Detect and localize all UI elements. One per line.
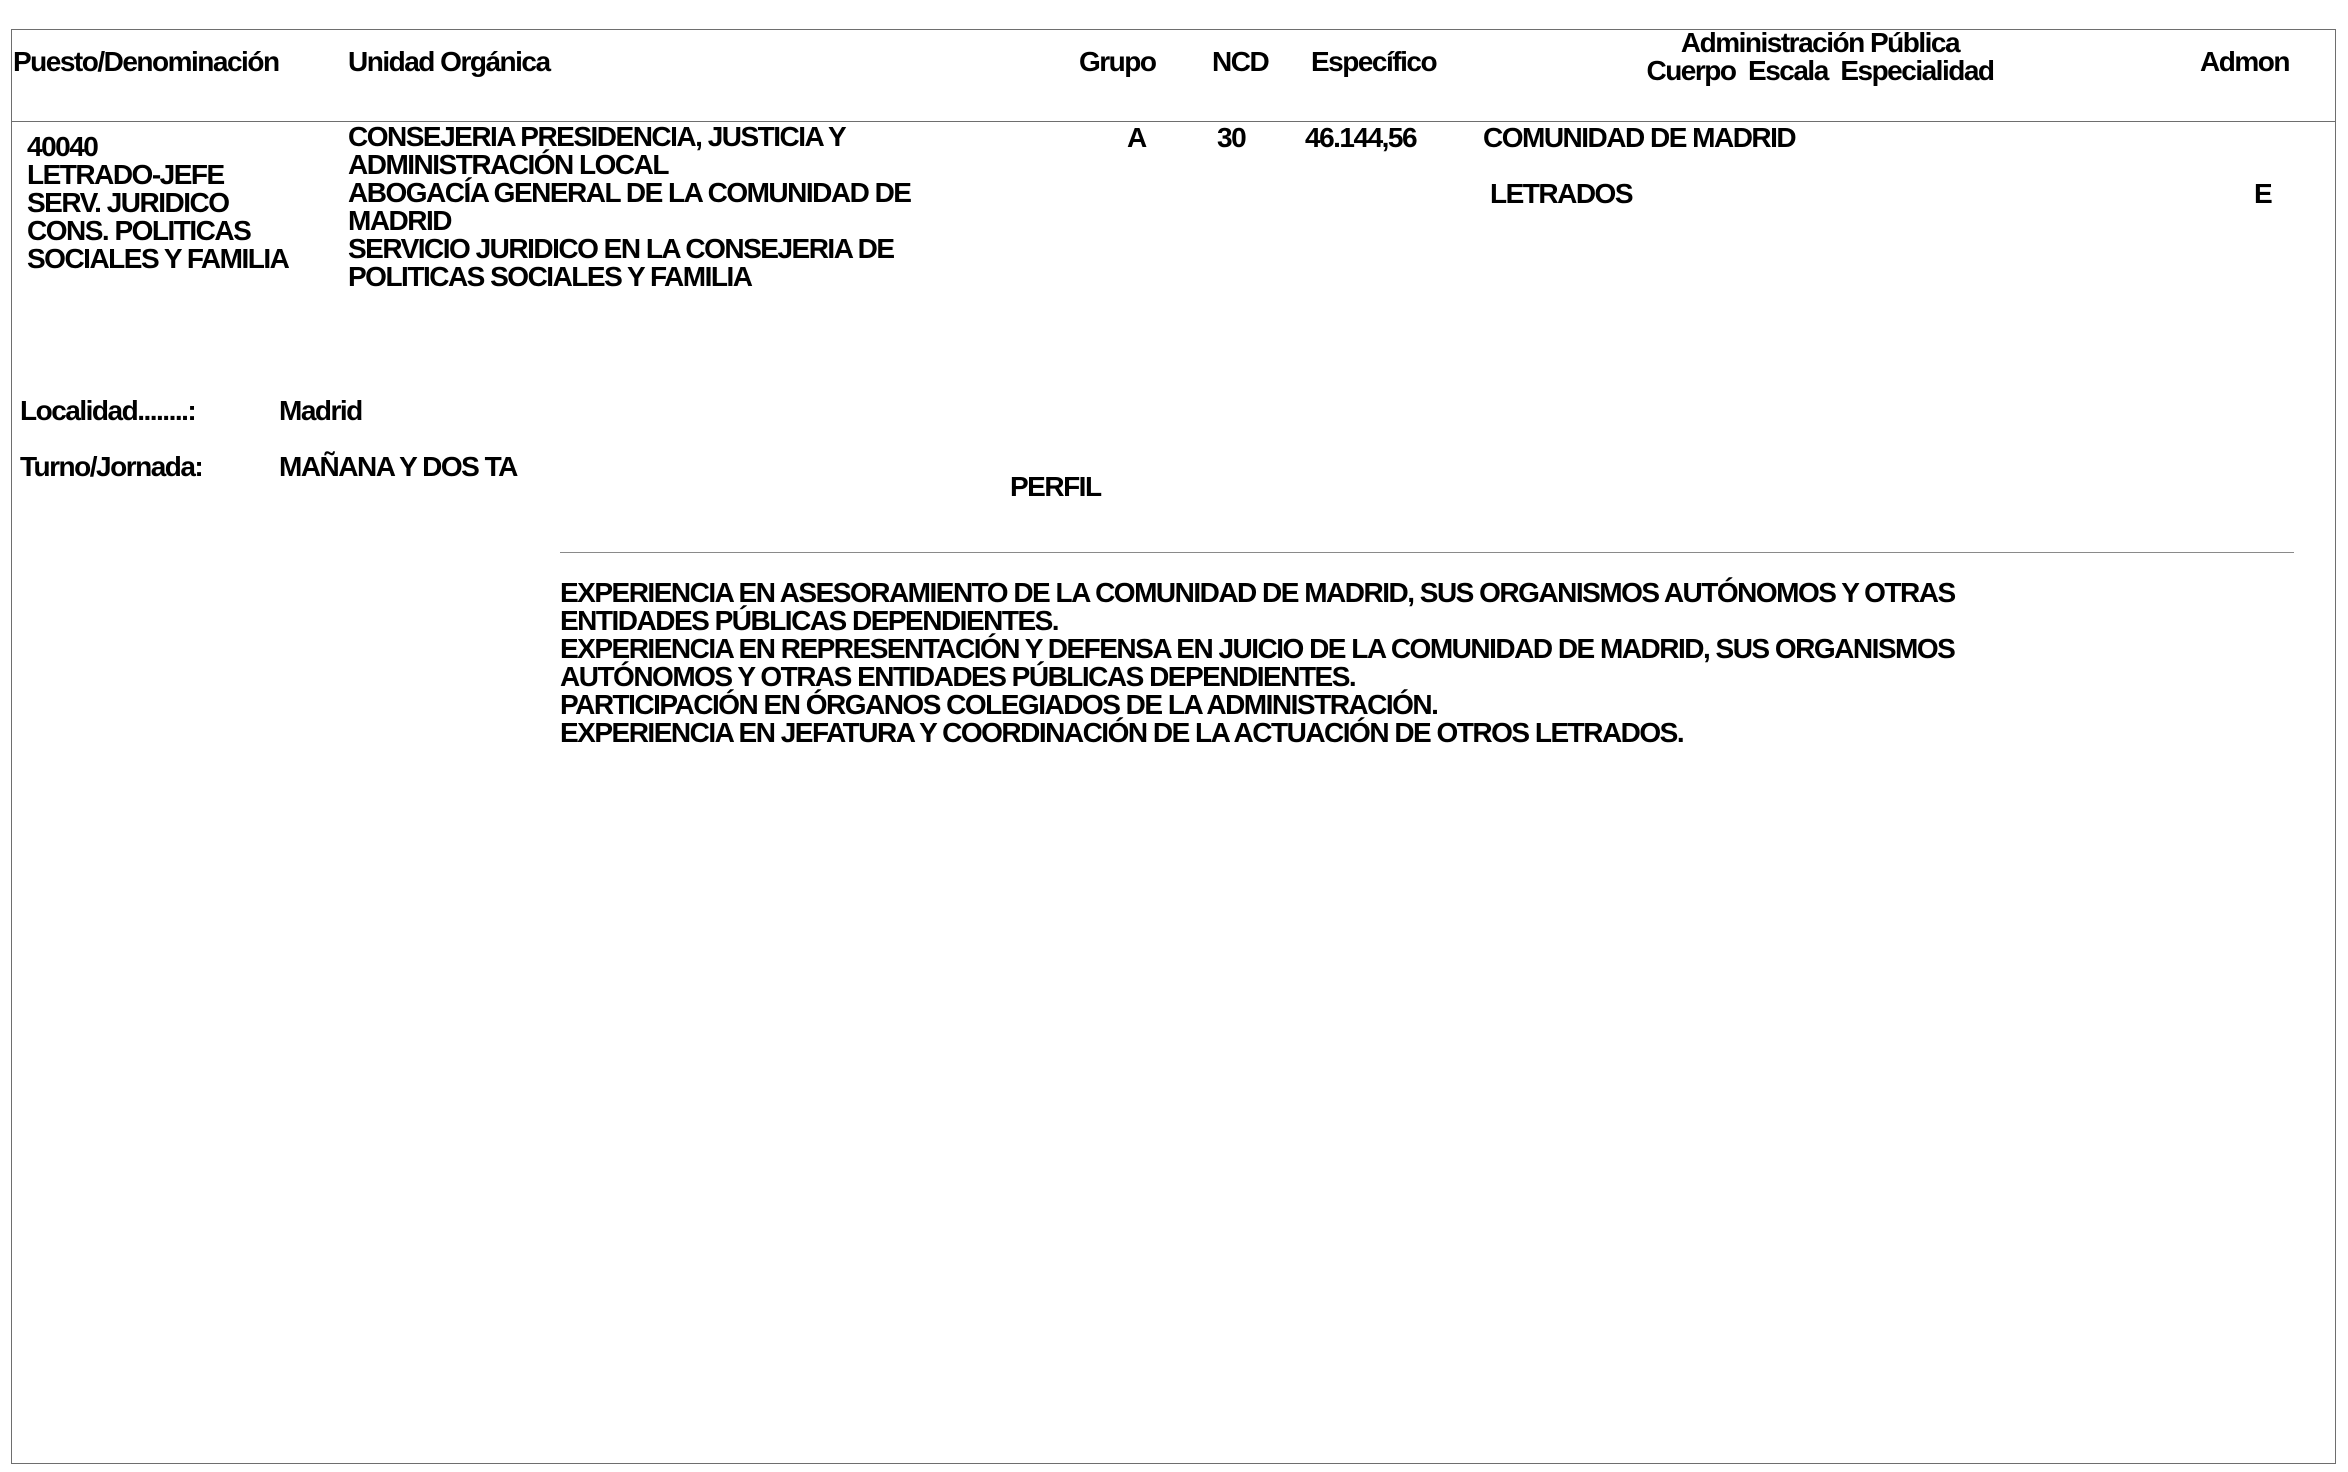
header-administracion: Administración Pública [1680, 27, 1960, 58]
cuerpo-value: LETRADOS [1490, 178, 1632, 209]
header-ncd: NCD [1212, 46, 1269, 77]
puesto-code: 40040 [27, 131, 98, 162]
header-puesto: Puesto/Denominación [13, 46, 279, 77]
unidad-line: ADMINISTRACIÓN LOCAL [348, 149, 668, 180]
unidad-organica [348, 123, 910, 291]
grupo-value: A [1127, 122, 1146, 153]
unidad-line: SERVICIO JURIDICO EN LA CONSEJERIA DE [348, 233, 894, 264]
perfil-divider [560, 552, 2294, 553]
header-grupo: Grupo [1079, 46, 1156, 77]
localidad-value: Madrid [279, 395, 362, 426]
perfil-description [560, 579, 1955, 747]
header-cuerpo-escala: Cuerpo Escala Especialidad [1646, 55, 1994, 86]
perfil-title: PERFIL [1010, 471, 1101, 502]
turno-value: MAÑANA Y DOS TA [279, 451, 517, 482]
perfil-line: EXPERIENCIA EN REPRESENTACIÓN Y DEFENSA EN JUICIO DE LA COMUNIDAD DE MADRID, SUS ORGANISMOS [560, 633, 1955, 664]
turno-label: Turno/Jornada: [20, 451, 203, 482]
perfil-line: ENTIDADES PÚBLICAS DEPENDIENTES. [560, 605, 1059, 636]
administracion-value: COMUNIDAD DE MADRID [1483, 122, 1796, 153]
admon-value: E [2254, 178, 2272, 209]
especifico-value: 46.144,56 [1305, 122, 1417, 153]
header-admon: Admon [2200, 46, 2289, 77]
unidad-line: ABOGACÍA GENERAL DE LA COMUNIDAD DE [348, 177, 911, 208]
perfil-line: AUTÓNOMOS Y OTRAS ENTIDADES PÚBLICAS DEPENDIENTES. [560, 661, 1356, 692]
puesto-line: SERV. JURIDICO [27, 187, 229, 218]
unidad-line: POLITICAS SOCIALES Y FAMILIA [348, 261, 752, 292]
perfil-line: EXPERIENCIA EN JEFATURA Y COORDINACIÓN DE LA ACTUACIÓN DE OTROS LETRADOS. [560, 717, 1684, 748]
puesto-denominacion [27, 133, 288, 273]
puesto-line: SOCIALES Y FAMILIA [27, 243, 289, 274]
localidad-label: Localidad........: [20, 395, 196, 426]
unidad-line: CONSEJERIA PRESIDENCIA, JUSTICIA Y [348, 121, 846, 152]
perfil-line: PARTICIPACIÓN EN ÓRGANOS COLEGIADOS DE LA ADMINISTRACIÓN. [560, 689, 1438, 720]
puesto-line: LETRADO-JEFE [27, 159, 224, 190]
ncd-value: 30 [1217, 122, 1246, 153]
perfil-line: EXPERIENCIA EN ASESORAMIENTO DE LA COMUNIDAD DE MADRID, SUS ORGANISMOS AUTÓNOMOS Y OTRAS [560, 577, 1955, 608]
unidad-line: MADRID [348, 205, 451, 236]
header-unidad: Unidad Orgánica [348, 46, 550, 77]
puesto-line: CONS. POLITICAS [27, 215, 251, 246]
header-especifico: Específico [1311, 46, 1437, 77]
